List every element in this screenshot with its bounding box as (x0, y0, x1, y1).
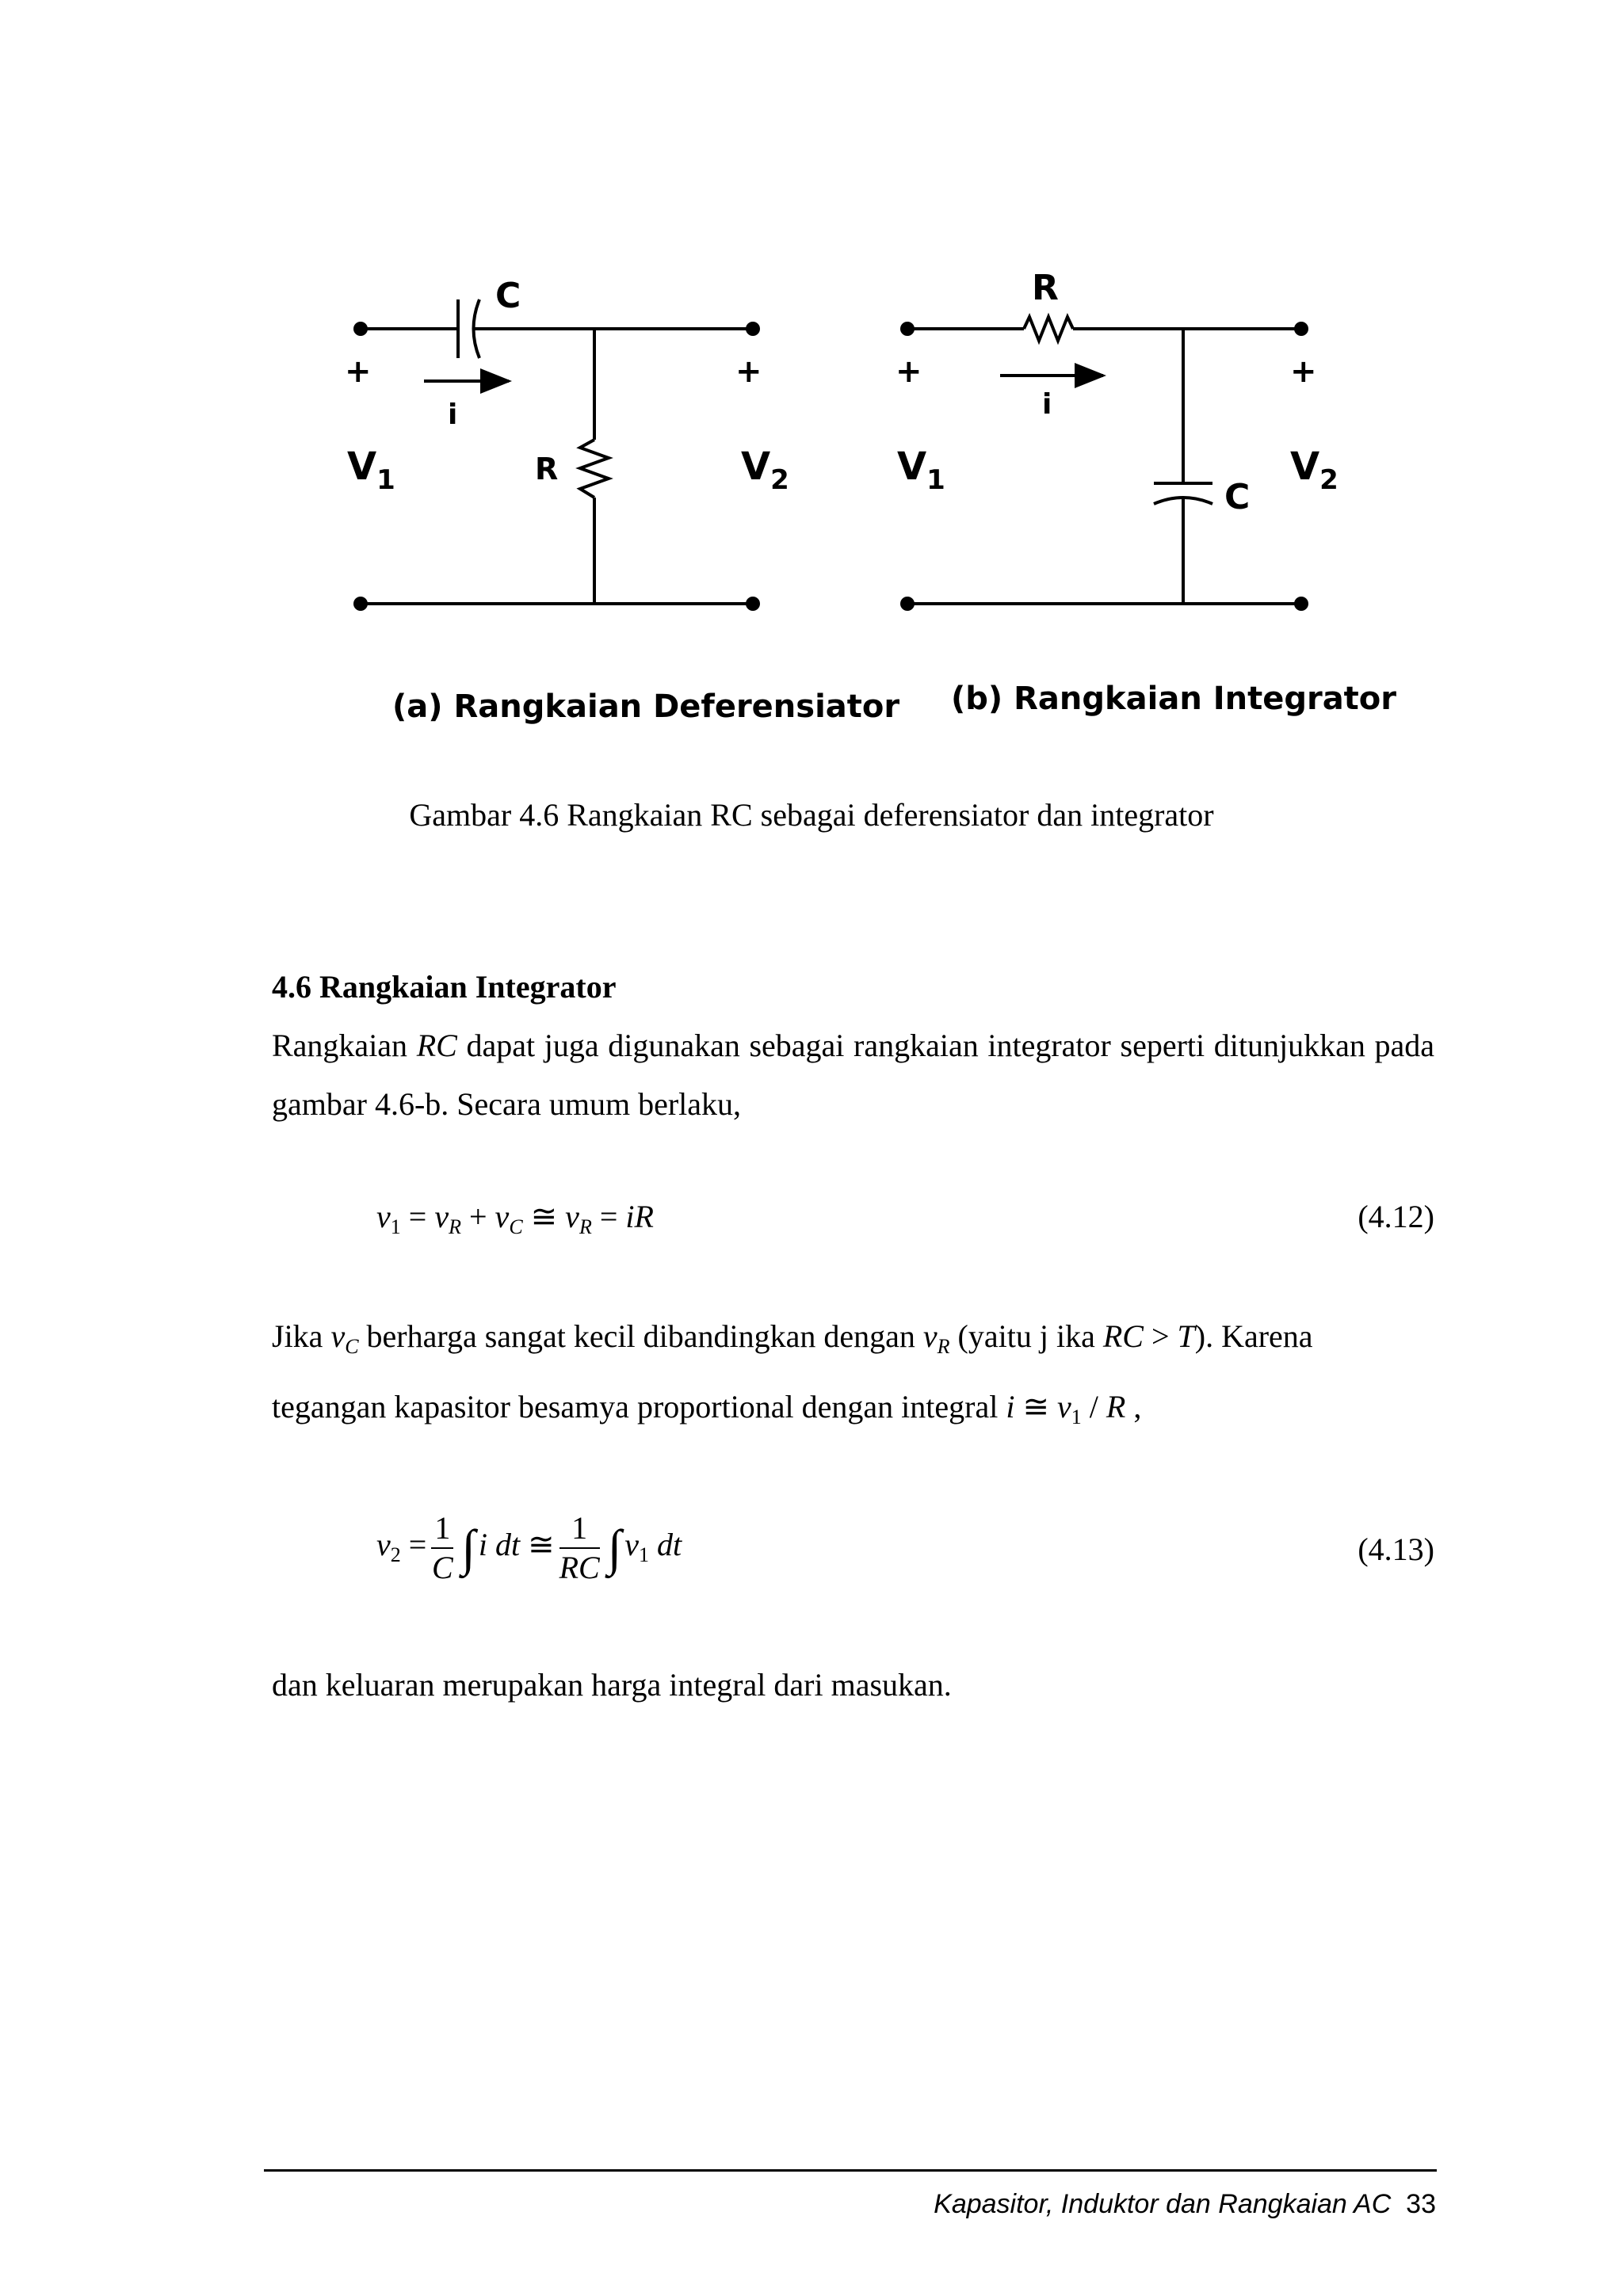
figure-caption: Gambar 4.6 Rangkaian RC sebagai deferensiator dan integrator (409, 797, 1214, 833)
circuit-figure (0, 0, 1623, 761)
section-title: 4.6 Rangkaian Integrator (272, 969, 617, 1005)
equation-4-13: $v_2$ = $\frac{1}{C}$ ∫ i dt ≅ $\frac{1}{RC}$ ∫ $v_1$ dt (376, 1510, 682, 1585)
page-footer (934, 2189, 1436, 2220)
plus-input-a: + (345, 353, 372, 390)
label-v2-b: $V_2$ (1290, 444, 1338, 496)
fraction-1-over-rc: $\frac{1}{RC}$ (559, 1510, 600, 1585)
paragraph-closing: dan keluaran merupakan harga integral dari masukan. (272, 1667, 952, 1703)
integral-sign: ∫ (461, 1520, 475, 1576)
label-current-a: i (448, 399, 458, 431)
label-resistor-b: R (1032, 268, 1059, 308)
label-v2-a: $V_2$ (741, 444, 789, 496)
caption-integrator: (b) Rangkaian Integrator (951, 681, 1397, 717)
equation-number-4-13: (4.13) (1358, 1531, 1434, 1567)
diagram-integrator (907, 317, 1301, 604)
label-v1-a: $V_1$ (347, 444, 395, 496)
equation-4-12: $v_1 = v_R + v_C$ ≅ $v_R$ = iR (376, 1199, 654, 1238)
fraction-1-over-c: $\frac{1}{C}$ (431, 1510, 453, 1585)
page-number: 33 (1406, 2189, 1436, 2219)
paragraph-line-jika: Jika $v_C$ berharga sangat kecil dibandingkan dengan $v_R$ (yaitu j ika RC > T). Karena (272, 1318, 1313, 1358)
label-v1-b: $V_1$ (897, 444, 945, 496)
caption-differentiator: (a) Rangkaian Deferensiator (392, 688, 900, 725)
paragraph-intro: Rangkaian RC dapat juga digunakan sebagai rangkaian integrator seperti ditunjukkan pada gambar 4.6-b. Secara umum berlaku, (272, 1028, 1434, 1122)
plus-output-b: + (1290, 353, 1317, 390)
label-capacitor-b: C (1224, 477, 1251, 517)
plus-input-b: + (896, 353, 922, 390)
integral-sign: ∫ (607, 1520, 622, 1576)
label-resistor-a: R (535, 452, 559, 486)
equation-number-4-12: (4.12) (1358, 1199, 1434, 1234)
paragraph-line-tegangan: tegangan kapasitor besamya proportional dengan integral i ≅ $v_1$ / R , (272, 1389, 1142, 1428)
label-current-b: i (1042, 388, 1052, 421)
terminals-b (900, 322, 1308, 611)
footer-title: Kapasitor, Induktor dan Rangkaian AC (934, 2189, 1392, 2219)
footer-rule (264, 2169, 1437, 2172)
label-capacitor-a: C (495, 276, 521, 316)
plus-output-a: + (735, 353, 762, 390)
